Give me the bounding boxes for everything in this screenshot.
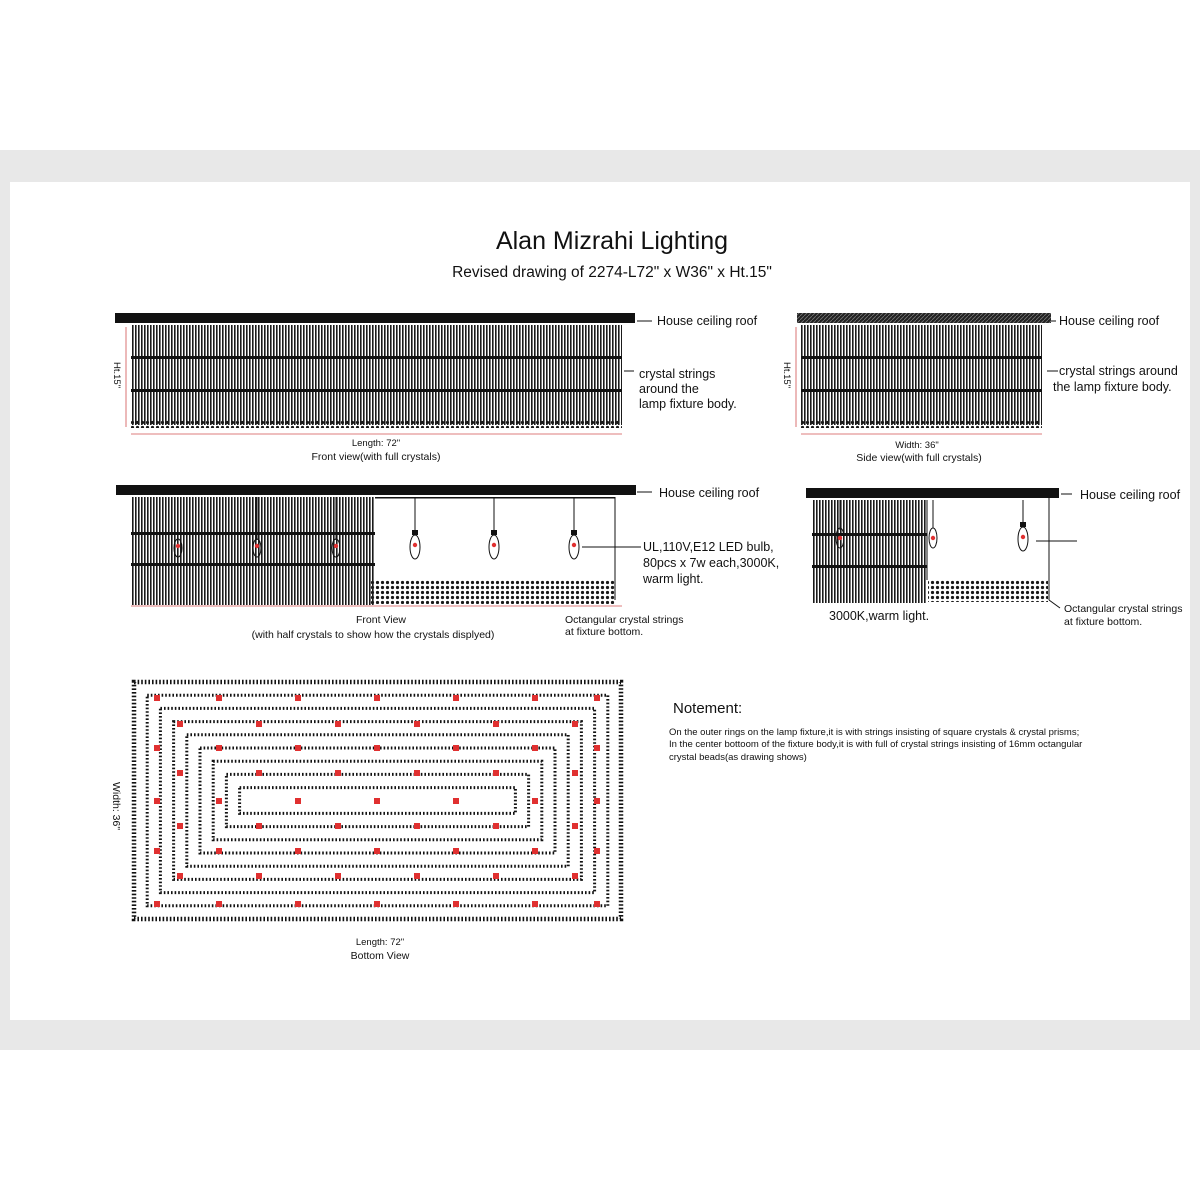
bulb-marker	[532, 848, 538, 854]
bulb-marker	[295, 901, 301, 907]
bulb-marker	[374, 901, 380, 907]
ceiling-plate	[116, 485, 636, 495]
bulb-marker	[493, 721, 499, 727]
width-dimension-label: Width: 36"	[895, 440, 939, 451]
side-view-half	[806, 488, 1182, 628]
bulb-marker	[154, 848, 160, 854]
bulb-marker	[374, 695, 380, 701]
bulb-marker	[572, 823, 578, 829]
bulb-marker	[374, 745, 380, 751]
front-view-full	[111, 313, 758, 463]
bulb-marker	[177, 823, 183, 829]
led-bulb-icon	[929, 500, 937, 548]
bulb-marker	[414, 721, 420, 727]
strings-label-line2: around the	[639, 382, 699, 396]
bulb-marker	[572, 770, 578, 776]
crystal-ring	[801, 356, 1042, 359]
crystal-ring	[812, 533, 927, 536]
crystal-ring	[131, 389, 622, 392]
bottom-strings-label-line2: at fixture bottom.	[1064, 616, 1143, 628]
notement-heading: Notement:	[673, 700, 743, 717]
bulb-marker	[374, 798, 380, 804]
bulb-marker	[256, 823, 262, 829]
front-view-half-caption-line2: (with half crystals to show how the crystals displyed)	[251, 629, 495, 641]
crystal-ring	[812, 565, 927, 568]
bulb-marker	[453, 695, 459, 701]
strings-label-line1: crystal strings around	[1059, 364, 1178, 378]
bulb-marker	[216, 798, 222, 804]
led-bulb-icon	[489, 497, 499, 559]
bulb-marker	[256, 770, 262, 776]
bulb-marker	[453, 745, 459, 751]
drawing-title: Alan Mizrahi Lighting	[495, 227, 729, 255]
ceiling-label: House ceiling roof	[1080, 488, 1181, 502]
ceiling-label: House ceiling roof	[1059, 314, 1160, 328]
height-dimension-label: Ht.15"	[781, 362, 792, 389]
bulb-marker	[493, 823, 499, 829]
bulb-marker	[177, 873, 183, 879]
bulb-marker	[216, 901, 222, 907]
bulb-marker	[256, 721, 262, 727]
bulb-marker	[295, 695, 301, 701]
led-bulb-icon	[1018, 500, 1028, 551]
notement-line-3: crystal beads(as drawing shows)	[669, 752, 807, 763]
bulb-marker	[216, 745, 222, 751]
crystal-ring	[801, 389, 1042, 392]
ceiling-plate	[797, 313, 1051, 323]
height-dimension-label: Ht.15"	[111, 362, 122, 389]
bulb-marker	[154, 695, 160, 701]
notement-line-1: On the outer rings on the lamp fixture,it is with strings insisting of square crystals & crystal prisms;	[669, 727, 1080, 738]
octangular-bottom-strings	[370, 580, 615, 604]
ceiling-label: House ceiling roof	[659, 486, 760, 500]
bulb-marker	[493, 873, 499, 879]
bulb-label-line2: 80pcs x 7w each,3000K,	[643, 556, 780, 570]
notement-line-2: In the center bottoom of the fixture body,it is with full of crystal strings insisting of 16mm octangular	[669, 739, 1083, 750]
ceiling-label: House ceiling roof	[657, 314, 758, 328]
bottom-view	[110, 682, 621, 962]
drawing-subtitle: Revised drawing of 2274-L72" x W36" x Ht.15"	[452, 264, 772, 281]
bulb-marker	[335, 823, 341, 829]
bulb-marker	[493, 770, 499, 776]
crystal-strings-block	[801, 325, 1042, 425]
length-dimension-label: Length: 72"	[351, 438, 401, 449]
side-view-full-caption: Side view(with full crystals)	[856, 452, 982, 464]
bulb-positions	[154, 695, 600, 907]
bulb-marker	[177, 770, 183, 776]
bottom-strings-label-line2: at fixture bottom.	[565, 626, 644, 638]
top-frame	[375, 497, 615, 499]
crystal-ring	[131, 532, 375, 535]
bulb-marker	[453, 848, 459, 854]
width-dimension-label: Width: 36"	[110, 782, 122, 831]
strings-label-line3: lamp fixture body.	[639, 397, 737, 411]
bulb-marker	[216, 695, 222, 701]
bottom-strings-label-line1: Octangular crystal strings	[1064, 603, 1183, 615]
crystal-ring	[131, 563, 375, 566]
bulb-marker	[414, 770, 420, 776]
front-view-half	[116, 485, 779, 641]
strings-label-line1: crystal strings	[639, 367, 716, 381]
bulb-marker	[414, 823, 420, 829]
bulb-marker	[335, 770, 341, 776]
bulb-marker	[572, 873, 578, 879]
leader-line	[1049, 600, 1060, 608]
ceiling-plate	[806, 488, 1059, 498]
front-view-half-caption-line1: Front View	[356, 614, 406, 626]
bulb-marker	[154, 745, 160, 751]
bulb-marker	[532, 901, 538, 907]
bulb-marker	[256, 873, 262, 879]
octangular-bottom-strings	[928, 580, 1048, 602]
bulb-marker	[414, 873, 420, 879]
bottom-beads	[801, 420, 1042, 428]
notement	[669, 700, 1082, 763]
crystal-strings-block	[131, 325, 622, 425]
bulb-marker	[594, 848, 600, 854]
front-view-full-caption: Front view(with full crystals)	[311, 451, 441, 463]
bulb-marker	[295, 848, 301, 854]
led-bulb-icon	[569, 497, 579, 559]
bulb-label-line3: warm light.	[643, 572, 704, 586]
length-dimension-label: Length: 72"	[355, 937, 405, 948]
bulb-marker	[295, 798, 301, 804]
crystal-ring	[131, 356, 622, 359]
side-view-full	[781, 313, 1178, 464]
bulb-marker	[374, 848, 380, 854]
bulb-marker	[335, 721, 341, 727]
bulb-marker	[295, 745, 301, 751]
bulb-marker	[453, 798, 459, 804]
bulb-marker	[594, 901, 600, 907]
led-bulb-icon	[410, 497, 420, 559]
light-label: 3000K,warm light.	[829, 609, 930, 623]
bottom-strings-label-line1: Octangular crystal strings	[565, 614, 684, 626]
bulb-marker	[335, 873, 341, 879]
bulb-marker	[572, 721, 578, 727]
bulb-marker	[594, 695, 600, 701]
bulb-marker	[532, 745, 538, 751]
bulb-marker	[532, 798, 538, 804]
bulb-marker	[154, 798, 160, 804]
crystal-strings-half	[812, 500, 927, 603]
ceiling-plate	[115, 313, 635, 323]
bulb-marker	[216, 848, 222, 854]
bulb-marker	[177, 721, 183, 727]
bottom-beads	[131, 420, 622, 428]
bulb-marker	[453, 901, 459, 907]
strings-label-line2: the lamp fixture body.	[1053, 380, 1172, 394]
bulb-marker	[154, 901, 160, 907]
bulb-marker	[594, 798, 600, 804]
bottom-view-caption: Bottom View	[350, 950, 410, 962]
bulb-marker	[532, 695, 538, 701]
bulb-marker	[594, 745, 600, 751]
bulb-label-line1: UL,110V,E12 LED bulb,	[643, 540, 774, 554]
